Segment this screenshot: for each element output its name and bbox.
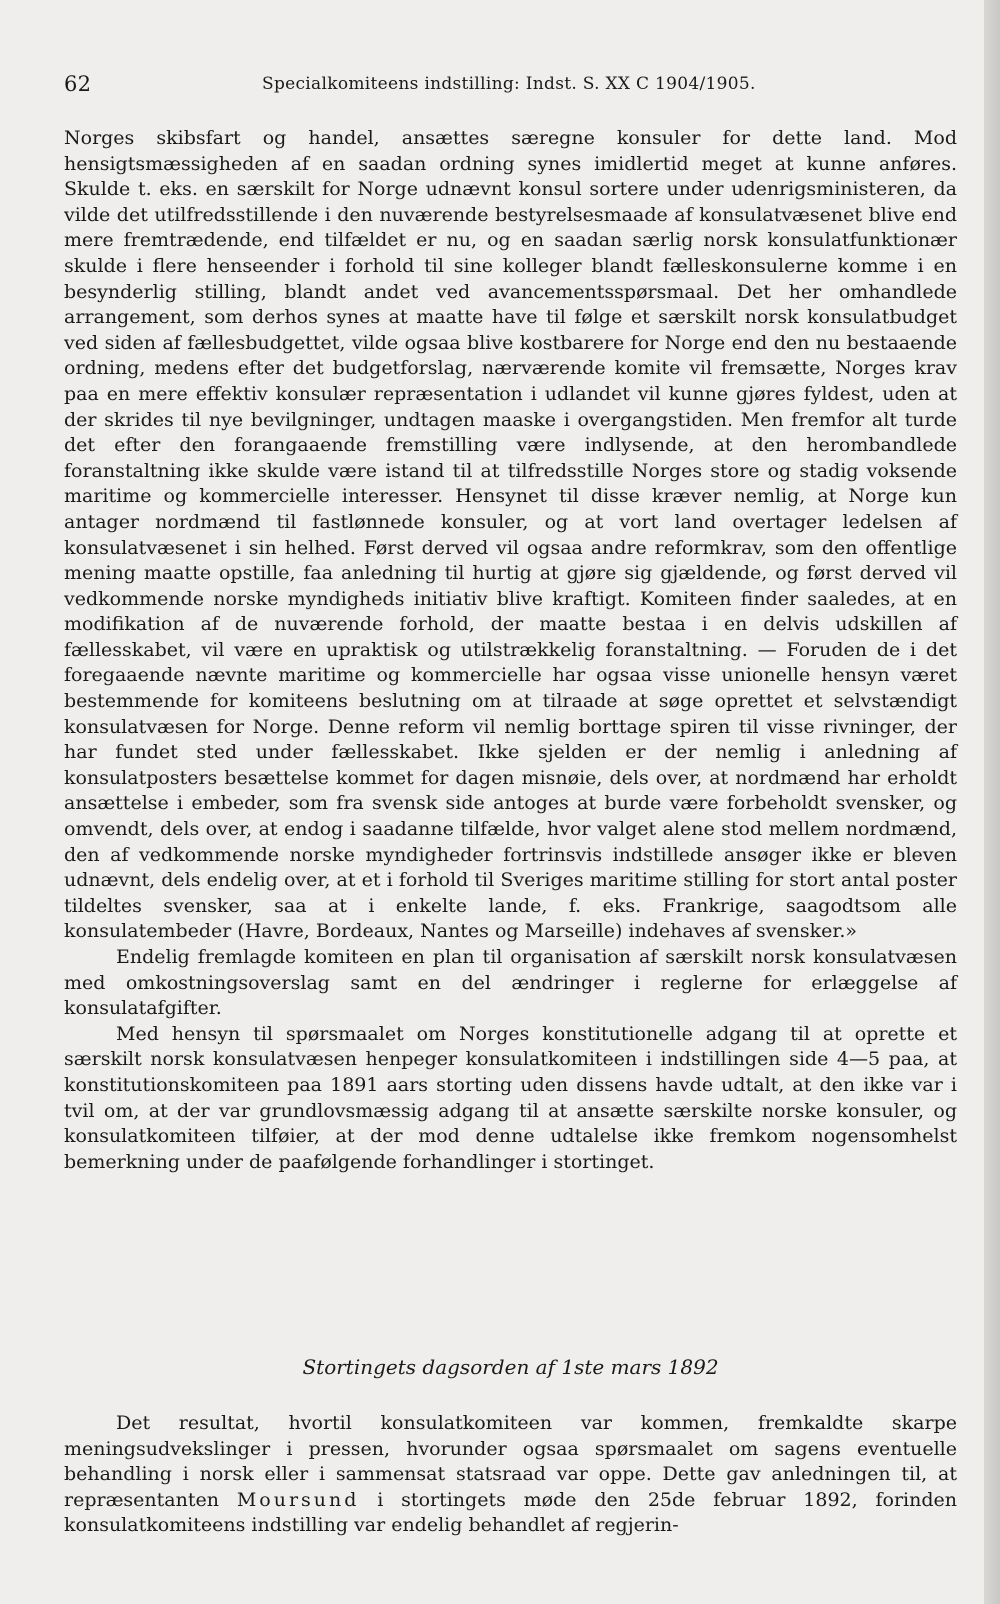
paragraph-1: Norges skibsfart og handel, ansættes særegne konsuler for dette land. Mod hensigtsmæssigheden af en saadan ordning synes imidlertid meget at kunne anføres. Skulde t. eks. en særskilt for Norge udnævnt konsul sortere under udenrigsministeren, da vilde det utilfredsstillende i den nuværende bestyrelsesmaade af konsulatvæsenet blive end mere fremtrædende, end tilfældet er nu, og en saadan særlig norsk konsulatfunktionær skulde i flere henseender i forhold til sine kolleger blandt fælleskonsulerne komme i en besynderlig stilling, blandt andet ved avancementsspørsmaal. Det her omhandlede arrangement, som derhos synes at maatte have til følge et særskilt norsk konsulatbudget ved siden af fællesbudgettet, vilde ogsaa blive kostbarere for Norge end den nu bestaaende ordning, medens efter det budgetforslag, nærværende komite vil fremsætte, Norges krav paa en mere effektiv konsulær repræsentation i udlandet vil kunne gjøres fyldest, uden at der skrides til nye bevilgninger, undtagen maaske i overgangstiden. Men fremfor alt turde det efter den forangaaende fremstilling være indlysende, at den herombandlede foranstaltning ikke skulde være istand til at tilfredsstille Norges store og stadig voksende maritime og kommercielle interesser. Hensynet til disse kræver nemlig, at Norge kun antager nordmænd til fastlønnede konsuler, og at vort land overtager ledelsen af konsulatvæsenet i sin helhed. Først derved vil ogsaa andre reformkrav, som den offentlige mening maatte opstille, faa anledning til hurtig at gjøre sig gjældende, og først derved vil vedkommende norske myndigheds initiativ blive kraftigt. Komiteen finder saaledes, at en modifikation af de nuværende forhold, der maatte bestaa i en delvis udskillen af fællesskabet, vil være en upraktisk og utilstrækkelig foranstaltning. — Foruden de i det foregaaende nævnte maritime og kommercielle har ogsaa visse unionelle hensyn været bestemmende for komiteens beslutning om at tilraade at søge oprettet et selvstændigt konsulatvæsen for Norge. Denne reform vil nemlig borttage spiren til visse rivninger, der har fundet sted under fællesskabet. Ikke sjelden er der nemlig i anledning af konsulatposters besættelse kommet for dagen misnøie, dels over, at nordmænd har erholdt ansættelse i embeder, som fra svensk side antoges at burde være forbeholdt svensker, og omvendt, dels over, at endog i saadanne tilfælde, hvor valget alene stod mellem nordmænd, den af vedkommende norske myndigheder fortrinsvis indstillede ansøger ikke er bleven udnævnt, dels endelig over, at et i forhold til Sveriges maritime stilling for stort antal poster tildeltes svensker, saa at i enkelte lande, f. eks. Frankrige, saagodtsom alle konsulatembeder (Havre, Bordeaux, Nantes og Marseille) indehaves af svensker.»	[64, 127, 957, 943]
paragraph-4-start: Det resultat, hvortil konsulatkomiteen var kommen, fremkaldte skarpe meningsudvekslinger i pressen, hvorunder ogsaa spørsmaalet om sagens eventuelle behandling i norsk eller i sammensat statsraad var oppe. Dette gav anledningen til, at repræsentanten	[64, 1412, 957, 1511]
page-edge-shadow	[984, 0, 1000, 1604]
main-text	[64, 126, 957, 1175]
section-text	[64, 1392, 957, 1558]
paragraph-3: Med hensyn til spørsmaalet om Norges konstitutionelle adgang til at oprette et særskilt norsk konsulatvæsen henpeger konsulatkomiteen i indstillingen side 4—5 paa, at konstitutionskomiteen paa 1891 aars storting uden dissens havde udtalt, at den ikke var i tvil om, at der var grundlovsmæssig adgang til at ansætte særskilte norske konsuler, og konsulatkomiteen tilføier, at der mod denne udtalelse ikke fremkom nogensomhelst bemerkning under de paafølgende forhandlinger i stortinget.	[64, 1022, 957, 1173]
paragraph-4	[64, 1411, 957, 1539]
paragraph-4-end: i stortingets møde den 25de februar 1892, forinden konsulatkomiteens indstilling var endelig behandlet af regjerin-	[64, 1488, 958, 1537]
paragraph-2: Endelig fremlagde komiteen en plan til organisation af særskilt norsk konsulatvæsen med omkostningsoverslag samt en del ændringer i reglerne for erlæggelse af konsulatafgifter.	[64, 946, 957, 1020]
section-heading: Stortingets dagsorden af 1ste mars 1892	[302, 1355, 719, 1379]
page-number: 62	[64, 72, 92, 96]
person-name: Moursund	[236, 1488, 360, 1511]
running-title: Specialkomiteens indstilling: Indst. S. XX C 1904/1905.	[262, 74, 756, 94]
